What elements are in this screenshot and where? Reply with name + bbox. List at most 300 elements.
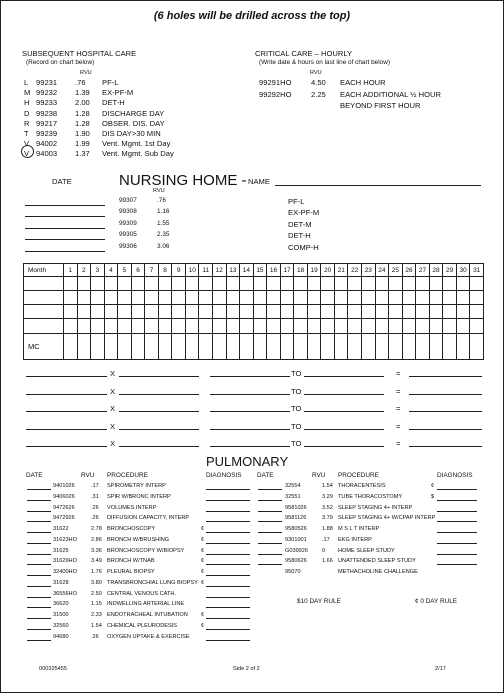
day-cell[interactable] [185, 277, 199, 291]
day-header: 9 [172, 264, 186, 277]
left-rvu-header: RVU [81, 472, 95, 479]
day-cell[interactable] [307, 277, 321, 291]
day-cell[interactable] [470, 277, 484, 291]
diagnosis-field[interactable] [206, 597, 250, 598]
day-cell[interactable] [131, 291, 145, 305]
proc-date-field[interactable] [258, 511, 282, 512]
date-field[interactable] [25, 205, 105, 206]
proc-date-field[interactable] [27, 607, 51, 608]
day-cell[interactable] [280, 319, 294, 334]
day-cell[interactable] [253, 305, 267, 319]
calc-from-field[interactable] [210, 429, 290, 430]
diagnosis-field[interactable] [206, 575, 250, 576]
name-field[interactable] [275, 185, 481, 186]
critical-rvu-header: RVU [310, 70, 322, 76]
day-cell[interactable] [64, 334, 78, 360]
day-cell[interactable] [375, 291, 389, 305]
calc-qty-field[interactable] [119, 394, 199, 395]
day-cell[interactable] [131, 334, 145, 360]
procedure-name: M S L T INTERP [338, 526, 380, 532]
day-header: 15 [253, 264, 267, 277]
day-cell[interactable] [172, 305, 186, 319]
day-cell[interactable] [104, 319, 118, 334]
calc-total-field[interactable] [409, 376, 482, 377]
day-cell[interactable] [307, 334, 321, 360]
day-cell[interactable] [362, 277, 376, 291]
rvu-value: 1.37 [75, 149, 90, 159]
day-cell[interactable] [443, 291, 457, 305]
day-cell[interactable] [118, 334, 132, 360]
day-cell[interactable] [416, 319, 430, 334]
diagnosis-field[interactable] [206, 521, 250, 522]
proc-date-field[interactable] [27, 532, 51, 533]
day-cell[interactable] [226, 291, 240, 305]
calc-total-field[interactable] [409, 411, 482, 412]
day-cell[interactable] [456, 319, 470, 334]
proc-date-field[interactable] [27, 597, 51, 598]
diagnosis-field[interactable] [206, 543, 250, 544]
day-cell[interactable] [240, 277, 254, 291]
date-field[interactable] [25, 216, 105, 217]
day-cell[interactable] [104, 291, 118, 305]
day-cell[interactable] [64, 277, 78, 291]
day-cell[interactable] [321, 319, 335, 334]
right-date-header: DATE [257, 472, 274, 479]
day-cell[interactable] [470, 291, 484, 305]
procedure-name: DIFFUSION CAPACITY, INTERP [107, 515, 190, 522]
day-cell[interactable] [172, 319, 186, 334]
day-cell[interactable] [185, 334, 199, 360]
day-cell[interactable] [253, 319, 267, 334]
equals-sign: = [396, 386, 401, 396]
day-cell[interactable] [402, 305, 416, 319]
day-cell[interactable] [118, 305, 132, 319]
day-cell[interactable] [77, 334, 91, 360]
day-cell[interactable] [416, 305, 430, 319]
calc-from-field[interactable] [210, 446, 290, 447]
calc-date-field[interactable] [26, 446, 107, 447]
day-cell[interactable] [416, 277, 430, 291]
day-cell[interactable] [199, 277, 213, 291]
day-cell[interactable] [213, 277, 227, 291]
proc-date-field[interactable] [27, 543, 51, 544]
diagnosis-field[interactable] [437, 564, 477, 565]
day-cell[interactable] [402, 319, 416, 334]
day-cell[interactable] [91, 277, 105, 291]
cpt-code: 95070 [285, 569, 301, 575]
day-cell[interactable] [456, 291, 470, 305]
day-cell[interactable] [213, 305, 227, 319]
day-cell[interactable] [280, 334, 294, 360]
day-cell[interactable] [131, 305, 145, 319]
day-cell[interactable] [362, 291, 376, 305]
day-cell[interactable] [321, 277, 335, 291]
proc-date-field[interactable] [258, 554, 282, 555]
day-cell[interactable] [77, 291, 91, 305]
day-cell[interactable] [334, 334, 348, 360]
date-field[interactable] [25, 239, 105, 240]
service-desc: DET-M [288, 219, 312, 229]
form-number: 000325455 [39, 666, 67, 672]
procedure-name: THORACENTESIS [338, 483, 386, 489]
day-cell[interactable] [77, 277, 91, 291]
calc-total-field[interactable] [409, 446, 482, 447]
calendar-header-row [24, 264, 484, 277]
proc-date-field[interactable] [27, 511, 51, 512]
cpt-code: 32400HO [53, 569, 77, 575]
day-cell[interactable] [307, 291, 321, 305]
calc-qty-field[interactable] [119, 446, 199, 447]
day-cell[interactable] [456, 334, 470, 360]
proc-date-field[interactable] [27, 489, 51, 490]
calc-date-field[interactable] [26, 376, 107, 377]
proc-date-field[interactable] [27, 575, 51, 576]
day-cell[interactable] [307, 305, 321, 319]
rvu-value: 1.99 [75, 139, 90, 149]
day-cell[interactable] [362, 334, 376, 360]
diagnosis-field[interactable] [437, 500, 477, 501]
day-cell[interactable] [456, 277, 470, 291]
day-cell[interactable] [172, 291, 186, 305]
cpt-code: 99309 [119, 219, 137, 227]
proc-date-field[interactable] [258, 532, 282, 533]
day-cell[interactable] [375, 277, 389, 291]
day-cell[interactable] [253, 277, 267, 291]
service-desc: DIS DAY>30 MIN [102, 129, 161, 138]
day-header: 28 [429, 264, 443, 277]
day-cell[interactable] [64, 305, 78, 319]
times-sign: X [110, 439, 116, 448]
day-cell[interactable] [443, 334, 457, 360]
day-cell[interactable] [240, 319, 254, 334]
day-cell[interactable] [470, 334, 484, 360]
day-cell[interactable] [389, 305, 403, 319]
proc-date-field[interactable] [258, 489, 282, 490]
day-cell[interactable] [334, 291, 348, 305]
proc-date-field[interactable] [27, 618, 51, 619]
cpt-code: 99291HO [259, 78, 292, 87]
day-cell[interactable] [267, 334, 281, 360]
code-letter: D [24, 108, 30, 118]
day-cell[interactable] [158, 291, 172, 305]
day-cell[interactable] [294, 334, 308, 360]
rvu-value: 1.55 [157, 219, 170, 227]
day-cell[interactable] [267, 291, 281, 305]
calendar-row [24, 334, 484, 360]
proc-date-field[interactable] [258, 543, 282, 544]
calc-from-field[interactable] [210, 411, 290, 412]
proc-date-field[interactable] [27, 564, 51, 565]
rvu-value: .26 [91, 633, 99, 640]
proc-date-field[interactable] [27, 586, 51, 587]
day-header: 23 [362, 264, 376, 277]
day-cell[interactable] [91, 291, 105, 305]
cpt-code: 36556HO [53, 590, 77, 597]
proc-date-field[interactable] [258, 500, 282, 501]
diagnosis-field[interactable] [437, 532, 477, 533]
day-cell[interactable] [375, 334, 389, 360]
procedure-name: EKG INTERP [338, 536, 372, 543]
day-cell[interactable] [348, 334, 362, 360]
day-cell[interactable] [389, 334, 403, 360]
day-cell[interactable] [213, 319, 227, 334]
procedure-name: SLEEP STAGING 4+ INTERP [338, 504, 413, 511]
day-cell[interactable] [145, 334, 159, 360]
day-cell[interactable] [158, 334, 172, 360]
day-cell[interactable] [240, 291, 254, 305]
day-header: 19 [307, 264, 321, 277]
diagnosis-field[interactable] [437, 543, 477, 544]
day-cell[interactable] [348, 291, 362, 305]
day-cell[interactable] [470, 319, 484, 334]
day-cell[interactable] [267, 305, 281, 319]
rvu-value: 1.66 [322, 558, 333, 565]
day-cell[interactable] [104, 305, 118, 319]
day-cell[interactable] [443, 305, 457, 319]
day-cell[interactable] [294, 277, 308, 291]
diagnosis-field[interactable] [437, 521, 477, 522]
proc-date-field[interactable] [27, 640, 51, 641]
day-cell[interactable] [131, 319, 145, 334]
day-cell[interactable] [118, 291, 132, 305]
day-header: 20 [321, 264, 335, 277]
diagnosis-field[interactable] [206, 511, 250, 512]
calc-total-field[interactable] [409, 394, 482, 395]
day-cell[interactable] [240, 305, 254, 319]
proc-date-field[interactable] [258, 521, 282, 522]
day-cell[interactable] [416, 334, 430, 360]
equals-sign: = [396, 439, 401, 448]
day-cell[interactable] [429, 319, 443, 334]
day-cell[interactable] [213, 291, 227, 305]
day-cell[interactable] [348, 319, 362, 334]
cpt-code: 99239 [36, 129, 58, 138]
date-field[interactable] [25, 251, 105, 252]
day-cell[interactable] [362, 305, 376, 319]
service-desc: EACH ADDITIONAL ½ HOUR [340, 89, 441, 99]
diagnosis-field[interactable] [206, 640, 250, 641]
calc-date-field[interactable] [26, 429, 107, 430]
day-cell[interactable] [213, 334, 227, 360]
day-cell[interactable] [280, 277, 294, 291]
cpt-code: 99292HO [259, 89, 292, 99]
calendar-row [24, 291, 484, 305]
rule-mark: ¢ [201, 526, 205, 532]
day-cell[interactable] [334, 305, 348, 319]
day-cell[interactable] [158, 277, 172, 291]
day-cell[interactable] [172, 277, 186, 291]
diagnosis-field[interactable] [437, 554, 477, 555]
day-cell[interactable] [253, 291, 267, 305]
rvu-value: 2.35 [157, 231, 170, 239]
calc-to-field[interactable] [304, 376, 384, 377]
day-header: 16 [267, 264, 281, 277]
day-cell[interactable] [402, 334, 416, 360]
day-cell[interactable] [429, 305, 443, 319]
day-cell[interactable] [226, 334, 240, 360]
times-sign: X [110, 369, 116, 378]
nursing-rvu-header: RVU [153, 188, 165, 194]
day-cell[interactable] [429, 291, 443, 305]
rvu-value: 4.50 [311, 78, 326, 87]
day-cell[interactable] [402, 277, 416, 291]
day-cell[interactable] [267, 277, 281, 291]
day-cell[interactable] [77, 319, 91, 334]
day-cell[interactable] [294, 305, 308, 319]
day-cell[interactable] [429, 277, 443, 291]
calc-from-field[interactable] [210, 376, 290, 377]
day-cell[interactable] [334, 319, 348, 334]
day-cell[interactable] [280, 291, 294, 305]
code-letter: V [24, 149, 30, 159]
day-cell[interactable] [470, 305, 484, 319]
diagnosis-field[interactable] [206, 586, 250, 587]
calc-to-field[interactable] [304, 429, 384, 430]
day-cell[interactable] [77, 305, 91, 319]
calc-from-field[interactable] [210, 394, 290, 395]
cpt-code: 32560 [53, 622, 69, 629]
day-cell[interactable] [429, 334, 443, 360]
calc-total-field[interactable] [409, 429, 482, 430]
day-cell[interactable] [294, 319, 308, 334]
day-cell[interactable] [267, 319, 281, 334]
diagnosis-field[interactable] [206, 607, 250, 608]
day-cell[interactable] [362, 319, 376, 334]
to-label: TO [291, 421, 302, 431]
proc-date-field[interactable] [27, 554, 51, 555]
day-header: 25 [389, 264, 403, 277]
day-cell[interactable] [443, 319, 457, 334]
day-cell[interactable] [199, 291, 213, 305]
rvu-value: 3.80 [91, 579, 102, 586]
day-cell[interactable] [226, 319, 240, 334]
calc-qty-field[interactable] [119, 411, 199, 412]
day-cell[interactable] [145, 319, 159, 334]
day-cell[interactable] [253, 334, 267, 360]
procedure-name: BRONCHOSCOPY W/BIOPSY [107, 547, 185, 554]
day-cell[interactable] [104, 277, 118, 291]
day-cell[interactable] [199, 319, 213, 334]
diagnosis-field[interactable] [206, 629, 250, 630]
day-cell[interactable] [145, 291, 159, 305]
date-field[interactable] [25, 228, 105, 229]
calc-to-field[interactable] [304, 394, 384, 395]
left-procedure-header: PROCEDURE [107, 472, 148, 479]
diagnosis-field[interactable] [437, 489, 477, 490]
proc-date-field[interactable] [27, 500, 51, 501]
day-cell[interactable] [280, 305, 294, 319]
day-cell[interactable] [199, 305, 213, 319]
day-cell[interactable] [389, 277, 403, 291]
day-cell[interactable] [443, 277, 457, 291]
rvu-value: 2.33 [91, 612, 102, 618]
diagnosis-field[interactable] [206, 500, 250, 501]
day-cell[interactable] [389, 291, 403, 305]
rvu-value: 1.54 [91, 622, 102, 629]
day-cell[interactable] [456, 305, 470, 319]
proc-date-field[interactable] [27, 629, 51, 630]
procedure-name: HOME SLEEP STUDY [338, 547, 395, 554]
day-cell[interactable] [321, 305, 335, 319]
day-cell[interactable] [389, 319, 403, 334]
rvu-value: 1.90 [75, 129, 90, 138]
diagnosis-field[interactable] [206, 532, 250, 533]
diagnosis-field[interactable] [206, 554, 250, 555]
diagnosis-field[interactable] [206, 489, 250, 490]
day-cell[interactable] [199, 334, 213, 360]
to-label: TO [291, 369, 302, 378]
day-cell[interactable] [185, 291, 199, 305]
day-cell[interactable] [91, 334, 105, 360]
rvu-value: 2.25 [311, 89, 326, 99]
cpt-code: 31629HO [53, 558, 77, 565]
right-rvu-header: RVU [312, 472, 326, 479]
day-cell[interactable] [172, 334, 186, 360]
day-cell[interactable] [375, 319, 389, 334]
day-cell[interactable] [145, 305, 159, 319]
service-desc: PF-L [288, 197, 305, 206]
procedure-name: BRONCH W/BRUSHING [107, 536, 170, 543]
day-cell[interactable] [348, 277, 362, 291]
day-cell[interactable] [348, 305, 362, 319]
pulmonary-title: PULMONARY [206, 454, 289, 469]
calc-date-field[interactable] [26, 394, 107, 395]
day-cell[interactable] [64, 319, 78, 334]
day-cell[interactable] [226, 277, 240, 291]
diagnosis-field[interactable] [437, 511, 477, 512]
day-cell[interactable] [402, 291, 416, 305]
day-cell[interactable] [131, 277, 145, 291]
proc-date-field[interactable] [258, 564, 282, 565]
day-cell[interactable] [145, 277, 159, 291]
day-cell[interactable] [226, 305, 240, 319]
rvu-value: 0 [322, 547, 326, 554]
calc-qty-field[interactable] [119, 376, 199, 377]
day-cell[interactable] [334, 277, 348, 291]
day-cell[interactable] [185, 305, 199, 319]
calc-date-field[interactable] [26, 411, 107, 412]
day-cell[interactable] [375, 305, 389, 319]
day-cell[interactable] [91, 319, 105, 334]
day-header: 11 [199, 264, 213, 277]
day-cell[interactable] [118, 319, 132, 334]
day-cell[interactable] [158, 319, 172, 334]
cpt-code: 9406026 [53, 493, 75, 500]
calc-to-field[interactable] [304, 411, 384, 412]
mc-label: MC [24, 334, 64, 360]
rvu-value: .17 [322, 536, 330, 543]
day-cell[interactable] [64, 291, 78, 305]
calc-to-field[interactable] [304, 446, 384, 447]
day-cell[interactable] [118, 277, 132, 291]
day-cell[interactable] [307, 319, 321, 334]
day-cell[interactable] [240, 334, 254, 360]
proc-date-field[interactable] [27, 521, 51, 522]
diagnosis-field[interactable] [206, 564, 250, 565]
day-cell[interactable] [416, 291, 430, 305]
day-cell[interactable] [321, 291, 335, 305]
day-cell[interactable] [185, 319, 199, 334]
day-cell[interactable] [104, 334, 118, 360]
day-cell[interactable] [321, 334, 335, 360]
side-label: Side 2 of 2 [233, 666, 260, 672]
day-header: 26 [402, 264, 416, 277]
day-cell[interactable] [91, 305, 105, 319]
day-cell[interactable] [294, 291, 308, 305]
day-cell[interactable] [158, 305, 172, 319]
calc-qty-field[interactable] [119, 429, 199, 430]
diagnosis-field[interactable] [206, 618, 250, 619]
